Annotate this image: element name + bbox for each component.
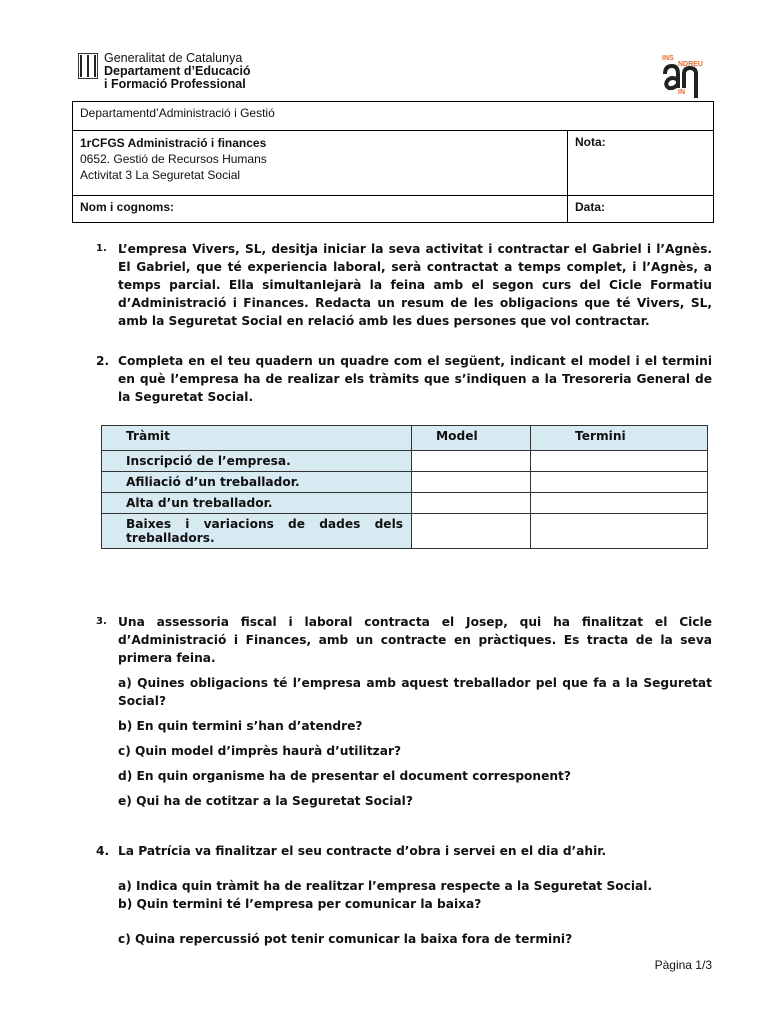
question-2-text: Completa en el teu quadern un quadre com el següent, indicant el model i el termini en què l’empresa ha de realizar els tràmits que s’indiquen a la Tresoreria General de la Seguretat Social. [118, 354, 712, 404]
date-cell[interactable] [568, 196, 714, 223]
course-cell [73, 131, 568, 196]
question-4-a: a) Indica quin tràmit ha de realitzar l’empresa respecte a la Seguretat Social. [118, 879, 653, 893]
question-3-e: e) Qui ha de cotitzar a la Seguretat Social? [118, 794, 413, 808]
tramits-table [101, 425, 708, 549]
question-2 [96, 352, 712, 406]
tramit-label: Inscripció de l’empresa. [102, 451, 412, 472]
table-row [102, 493, 708, 514]
svg-text:IN: IN [678, 89, 685, 96]
questions-body [96, 240, 712, 948]
grade-cell [568, 131, 714, 196]
department-name: Departamentd’Administració i Gestió [80, 106, 275, 120]
header-termini: Termini [531, 426, 708, 451]
question-3-number: 3. [96, 616, 107, 627]
table-row [102, 472, 708, 493]
table-row [102, 514, 708, 549]
question-2-number: 2. [96, 354, 110, 368]
logo-line-2: Departament d’Educació [104, 64, 251, 78]
grade-label: Nota: [575, 135, 606, 149]
name-cell[interactable] [73, 196, 568, 223]
module-name: 0652. Gestió de Recursos Humans [80, 152, 267, 166]
question-3-c: c) Quin model d’imprès haurà d’utilitzar? [118, 744, 402, 758]
question-4-text: La Patrícia va finalitzar el seu contracte d’obra i servei en el dia d’ahir. [118, 844, 607, 858]
header-model: Model [412, 426, 531, 451]
activity-name: Activitat 3 La Seguretat Social [80, 168, 241, 182]
question-1-text: L’empresa Vivers, SL, desitja iniciar la seva activitat i contractar el Gabriel i l’Agnès. El Gabriel, que té experiencia laboral, serà contractat a temps complet, i l’Agnès, a temps parcial. Ella simultanIejarà la feina amb el segon curs del Cicle Formatiu d’Administració i Finances. Redacta un resum de les obligacions que té Vivers, SL, amb la Seguretat Social en relació amb les dues persones que vol contractar. [118, 242, 712, 328]
question-3 [96, 613, 712, 810]
svg-text:NDREU: NDREU [678, 61, 703, 68]
question-4-c: c) Quina repercussió pot tenir comunicar la baixa fora de termini? [118, 932, 573, 946]
header-tramit: Tràmit [102, 426, 412, 451]
question-3-text: Una assessoria fiscal i laboral contracta el Josep, qui ha finalitzat el Cicle d’Administració i Finances, amb un contracte en pràctiques. Es tracta de la seva primera feina. [118, 615, 712, 665]
svg-text:INS: INS [662, 55, 674, 62]
tramit-label: Baixes i variacions de dades dels treballadors. [102, 514, 412, 549]
question-1-number: 1. [96, 243, 107, 254]
page-number: Pàgina 1/3 [654, 958, 712, 972]
tramit-label: Alta d’un treballador. [102, 493, 412, 514]
termini-cell[interactable] [531, 451, 708, 472]
generalitat-logo [78, 52, 251, 91]
table-row [102, 451, 708, 472]
termini-cell[interactable] [531, 472, 708, 493]
question-4-number: 4. [96, 844, 110, 858]
question-3-d: d) En quin organisme ha de presentar el document corresponent? [118, 769, 571, 783]
question-3-a: a) Quines obligacions té l’empresa amb aquest treballador pel que fa a la Seguretat Social? [118, 676, 712, 708]
name-label: Nom i cognoms: [80, 200, 175, 214]
question-3-b: b) En quin termini s’han d’atendre? [118, 719, 363, 733]
header-table [72, 101, 714, 223]
termini-cell[interactable] [531, 514, 708, 549]
question-1 [96, 240, 712, 330]
ins-andreu-nin-logo [660, 52, 710, 100]
generalitat-emblem-icon [78, 53, 98, 79]
model-cell[interactable] [412, 493, 531, 514]
model-cell[interactable] [412, 451, 531, 472]
question-4 [96, 842, 712, 948]
logo-line-3: i Formació Professional [104, 77, 246, 91]
model-cell[interactable] [412, 472, 531, 493]
termini-cell[interactable] [531, 493, 708, 514]
model-cell[interactable] [412, 514, 531, 549]
logo-line-1: Generalitat de Catalunya [104, 51, 243, 65]
question-4-b: b) Quin termini té l’empresa per comunicar la baixa? [118, 897, 482, 911]
tramit-label: Afiliació d’un treballador. [102, 472, 412, 493]
date-label: Data: [575, 200, 606, 214]
department-cell [73, 102, 714, 131]
course-name: 1rCFGS Administració i finances [80, 136, 267, 150]
